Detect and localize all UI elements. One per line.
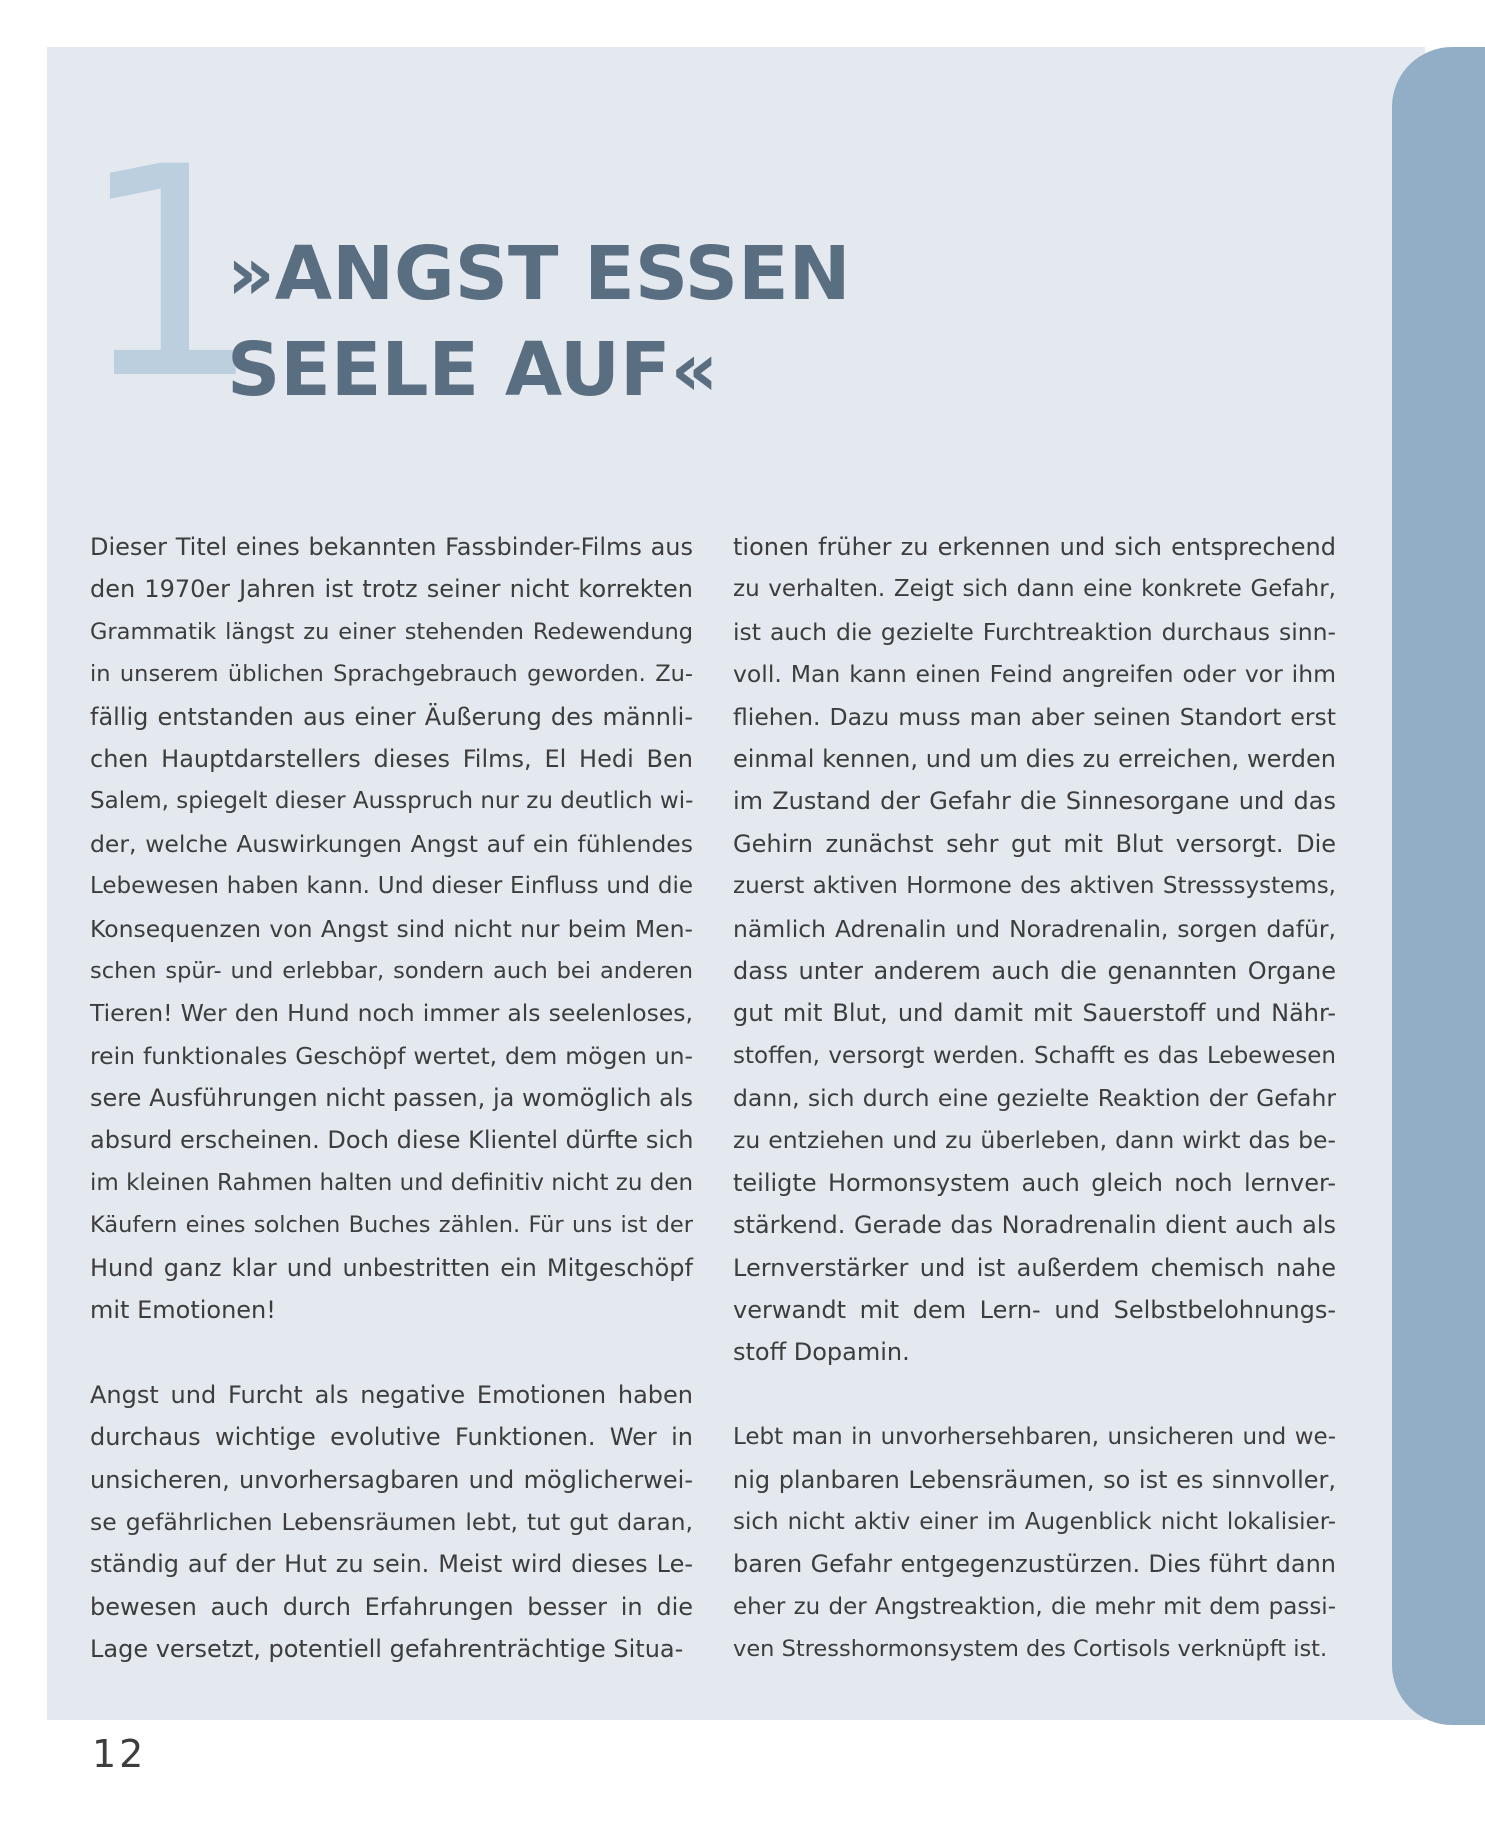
text-line: Angst und Furcht als negative Emotionen haben [90,1380,693,1409]
text-line: stärkend. Gerade das Noradrenalin dient auch als [733,1211,1336,1240]
text-line: rein funktionales Geschöpf wertet, dem mögen un- [90,1041,693,1070]
text-line: voll. Man kann einen Feind angreifen oder vor ihm [733,660,1336,689]
text-line: tionen früher zu erkennen und sich entsprechend [733,533,1336,561]
text-line: nig planbaren Lebensräumen, so ist es sinnvoller, [733,1465,1336,1494]
text-line: zu verhalten. Zeigt sich dann eine konkrete Gefahr, [733,576,1336,603]
text-line: Konsequenzen von Angst sind nicht nur beim Men- [90,914,693,943]
text-line: in unserem üblichen Sprachgebrauch geworden. Zu- [90,661,693,688]
text-line: chen Hauptdarstellers dieses Films, El Hedi Ben [90,744,693,773]
text-line: ven Stresshormonsystem des Cortisols verknüpft ist. [733,1636,1328,1663]
text-line: fliehen. Dazu muss man aber seinen Standort erst [733,702,1336,731]
text-line: absurd erscheinen. Doch diese Klientel dürfte sich [90,1126,694,1155]
text-line: eher zu der Angstreaktion, die mehr mit dem passi- [733,1593,1336,1620]
text-line: Käufern eines solchen Buches zählen. Für uns ist der [90,1212,693,1239]
chapter-title-line-1: »ANGST ESSEN [227,231,851,317]
text-line: Dieser Titel eines bekannten Fassbinder-Films aus [90,533,693,561]
text-line: sere Ausführungen nicht passen, ja womöglich als [90,1084,693,1113]
text-line: zu entziehen und zu überleben, dann wirkt das be- [733,1126,1336,1155]
text-line: gut mit Blut, und damit mit Sauerstoff und Nähr- [733,999,1336,1028]
text-line: zuerst aktiven Hormone des aktiven Stresssystems, [733,873,1336,900]
text-line: baren Gefahr entgegenzustürzen. Dies führt dann [733,1550,1336,1579]
page-number: 12 [92,1732,147,1776]
text-line: schen spür- und erlebbar, sondern auch bei anderen [90,957,693,984]
text-line: dass unter anderem auch die genannten Organe [733,956,1336,985]
text-line: Tieren! Wer den Hund noch immer als seelenloses, [90,999,693,1028]
text-line: Lebewesen haben kann. Und dieser Einfluss und die [90,873,693,900]
text-line: dann, sich durch eine gezielte Reaktion der Gefahr [733,1084,1336,1113]
text-line: unsicheren, unvorhersagbaren und möglicherwei- [90,1465,693,1494]
text-line: im kleinen Rahmen halten und definitiv nicht zu den [90,1169,694,1196]
text-line: der, welche Auswirkungen Angst auf ein fühlendes [90,829,693,858]
chapter-number: 1 [78,106,253,443]
chapter-title [227,226,1127,418]
text-line: Lebt man in unvorhersehbaren, unsicheren und we- [733,1424,1336,1451]
text-column-right [733,526,1336,1671]
text-line: Gehirn zunächst sehr gut mit Blut versorgt. Die [733,829,1336,858]
text-line: stoffen, versorgt werden. Schafft es das Lebewesen [733,1042,1336,1069]
text-line: Lage versetzt, potentiell gefahrenträchtige Situa- [90,1635,684,1664]
text-line: mit Emotionen! [90,1296,276,1325]
text-line: im Zustand der Gefahr die Sinnesorgane und das [733,787,1336,816]
text-line: se gefährlichen Lebensräumen lebt, tut gut daran, [90,1507,693,1536]
text-line: Grammatik längst zu einer stehenden Redewendung [90,618,693,645]
text-line: Salem, spiegelt dieser Ausspruch nur zu deutlich wi- [90,788,694,815]
text-line: stoff Dopamin. [733,1338,910,1367]
text-line: nämlich Adrenalin und Noradrenalin, sorgen dafür, [733,914,1336,943]
paragraph-gap [90,1331,693,1373]
text-line: einmal kennen, und um dies zu erreichen, werden [733,744,1336,773]
text-line: bewesen auch durch Erfahrungen besser in die [90,1592,693,1621]
text-line: fällig entstanden aus einer Äußerung des männli- [90,702,693,731]
chapter-title-line-2: SEELE AUF« [227,327,719,413]
text-line: teiligte Hormonsystem auch gleich noch lernver- [733,1168,1336,1197]
paragraph-gap [733,1374,1336,1416]
text-line: ist auch die gezielte Furchtreaktion durchaus sinn- [733,617,1336,646]
text-line: den 1970er Jahren ist trotz seiner nicht korrekten [90,575,693,604]
text-column-left [90,526,693,1671]
text-line: verwandt mit dem Lern- und Selbstbelohnungs- [733,1296,1336,1325]
text-line: sich nicht aktiv einer im Augenblick nicht lokalisier- [733,1508,1336,1535]
text-line: Lernverstärker und ist außerdem chemisch nahe [733,1253,1336,1282]
chapter-side-tab [1392,47,1485,1725]
text-line: durchaus wichtige evolutive Funktionen. Wer in [90,1423,693,1452]
text-line: Hund ganz klar und unbestritten ein Mitgeschöpf [90,1253,693,1282]
text-line: ständig auf der Hut zu sein. Meist wird dieses Le- [90,1550,693,1579]
